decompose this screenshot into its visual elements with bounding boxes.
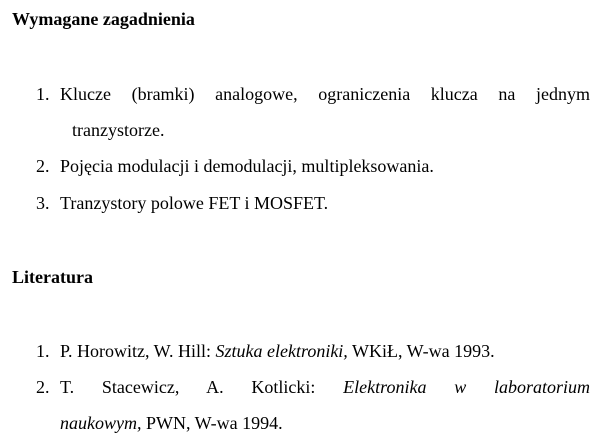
citation-line: [60, 376, 590, 398]
citation-title-continuation: naukowym,: [60, 413, 142, 433]
citation-line: [60, 340, 495, 362]
list-item-number: 1.: [36, 84, 50, 104]
list-item-number: 3.: [36, 193, 50, 213]
list-item-number: 2.: [36, 377, 50, 397]
citation-authors: T. Stacewicz, A. Kotlicki:: [60, 377, 316, 397]
list-item-number: 2.: [36, 156, 50, 176]
citation-publisher: PWN, W-wa 1994.: [145, 413, 283, 433]
section-heading-literature: Literatura: [12, 267, 93, 287]
citation-authors: P. Horowitz, W. Hill:: [60, 341, 212, 361]
section-heading-requirements: Wymagane zagadnienia: [12, 9, 195, 29]
list-item-text: Tranzystory polowe FET i MOSFET.: [60, 193, 329, 213]
citation-publisher: WKiŁ, W-wa 1993.: [352, 341, 495, 361]
list-item-text-continuation: tranzystorze.: [72, 120, 165, 140]
list-item-text: Klucze (bramki) analogowe, ograniczenia klucza na jednym: [60, 84, 590, 104]
list-item-text: Pojęcia modulacji i demodulacji, multipleksowania.: [60, 156, 434, 176]
citation-title: Sztuka elektroniki,: [215, 341, 348, 361]
citation-line-continuation: [60, 412, 283, 434]
citation-title: Elektronika w laboratorium: [343, 377, 590, 397]
list-item-number: 1.: [36, 341, 50, 361]
